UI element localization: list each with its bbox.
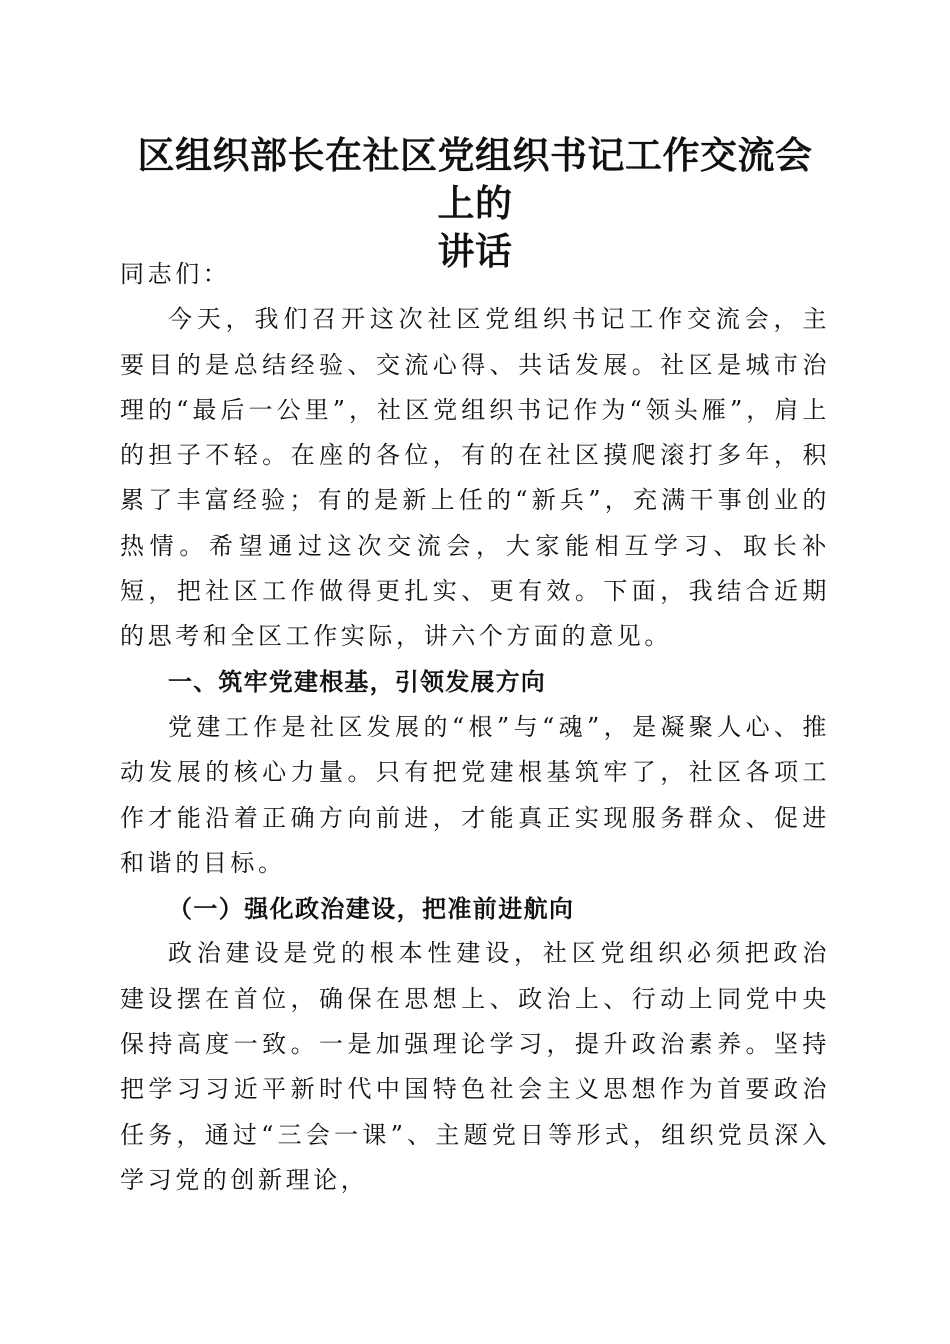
salutation: 同志们： [120,260,231,288]
subsection-1-paragraph: 政治建设是党的根本性建设，社区党组织必须把政治建设摆在首位，确保在思想上、政治上、行动上同党中央保持高度一致。一是加强理论学习，提升政治素养。坚持把学习习近平新时代中国特色社会主义思想作为首要政治任务，通过“三会一课”、主题党日等形式，组织党员深入学习党的创新理论， [120,939,830,1194]
section-1-paragraph: 党建工作是社区发展的“根”与“魂”，是凝聚人心、推动发展的核心力量。只有把党建根基筑牢了，社区各项工作才能沿着正确方向前进，才能真正实现服务群众、促进和谐的目标。 [120,712,830,877]
document-title-line2: 讲话 [437,230,513,273]
intro-paragraph: 今天，我们召开这次社区党组织书记工作交流会，主要目的是总结经验、交流心得、共话发展。社区是城市治理的“最后一公里”，社区党组织书记作为“领头雁”，肩上的担子不轻。在座的各位，有的在社区摸爬滚打多年，积累了丰富经验；有的是新上任的“新兵”，充满干事创业的热情。希望通过这次交流会，大家能相互学习、取长补短，把社区工作做得更扎实、更有效。下面，我结合近期的思考和全区工作实际，讲六个方面的意见。 [120,305,830,651]
subsection-heading-1: （一）强化政治建设，把准前进航向 [168,894,575,924]
document-title-line1: 区组织部长在社区党组织书记工作交流会上的 [137,134,813,225]
section-heading-1: 一、筑牢党建根基，引领发展方向 [168,667,546,696]
document-body [120,252,830,1203]
document-page [120,0,830,1344]
